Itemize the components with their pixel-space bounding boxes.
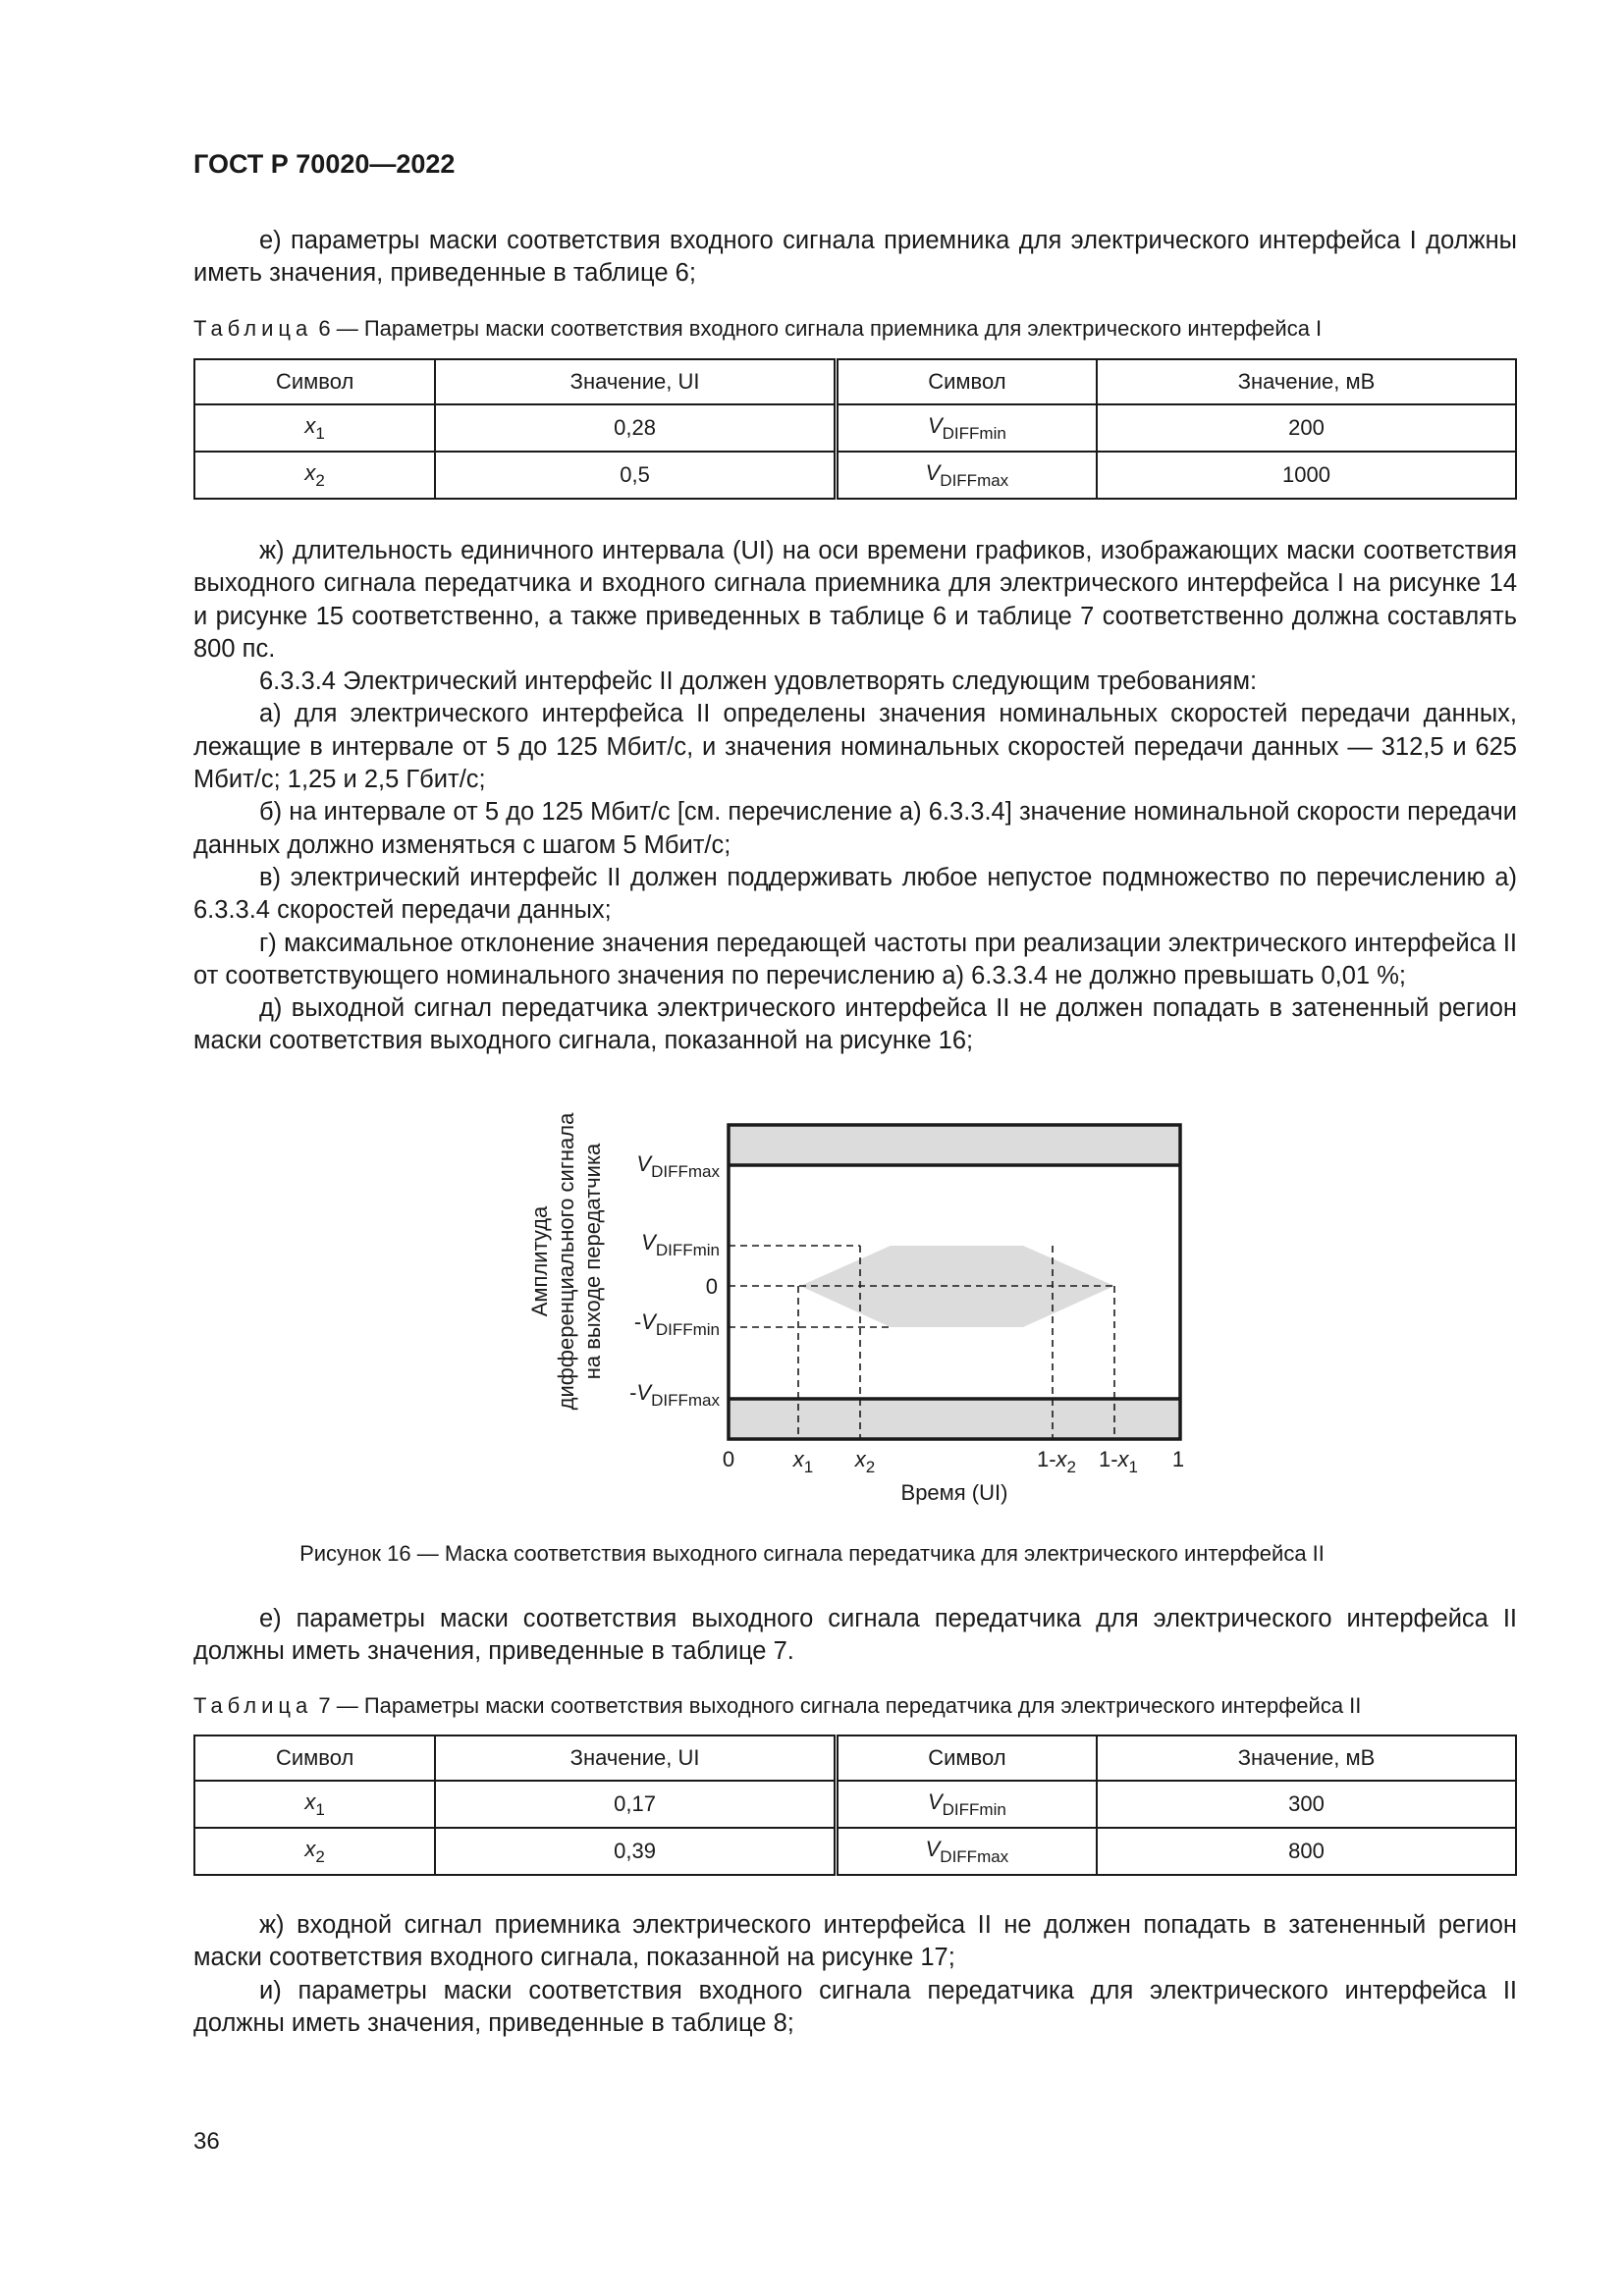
- symbol: x: [304, 459, 316, 485]
- table-row: [194, 1781, 1516, 1828]
- header-cell: Значение, мВ: [1097, 1735, 1516, 1781]
- table-7: [193, 1735, 1517, 1876]
- value-ui-cell: 0,17: [435, 1781, 836, 1828]
- caption-prefix: Таблица: [193, 1693, 313, 1718]
- symbol-subscript: DIFFmin: [942, 1799, 1006, 1819]
- symbol: x: [304, 1836, 316, 1861]
- symbol-cell: [836, 404, 1097, 452]
- table-header-row: [194, 1735, 1516, 1781]
- x-label-x2: $x_2$: [854, 1447, 876, 1476]
- x-label-1-x1: $1-x_1$: [1098, 1447, 1139, 1476]
- header-cell: Символ: [194, 1735, 435, 1781]
- symbol-cell: [194, 1781, 435, 1828]
- value-ui-cell: 0,39: [435, 1828, 836, 1875]
- y-axis-title-line: Амплитуда: [527, 1205, 552, 1317]
- symbol: x: [304, 412, 316, 438]
- table-7-caption: [193, 1693, 1529, 1719]
- body-text-mid: [193, 535, 1517, 1058]
- symbol-cell: [836, 452, 1097, 499]
- symbol: V: [927, 412, 943, 438]
- y-axis-title-line: на выходе передатчика: [580, 1143, 605, 1380]
- x-label-x1: $x_1$: [792, 1447, 814, 1476]
- y-label-vdiffmin: $V_{DIFFmin}$: [641, 1230, 720, 1259]
- paragraph-e-interface-1: [193, 225, 1517, 291]
- symbol: V: [925, 1836, 941, 1861]
- symbol-cell: [194, 1828, 435, 1875]
- figure-16-caption: Рисунок 16 — Маска соответствия выходного сигнала передатчика для электрического интерфейса II: [299, 1541, 1325, 1566]
- paragraph: г) максимальное отклонение значения передающей частоты при реализации электрического интерфейса II от соответствующего номинального значения по перечислению а) 6.3.3.4 не должно превышать 0,01 %;: [193, 929, 1517, 989]
- y-tick-labels: [629, 1151, 720, 1410]
- paragraph: 6.3.3.4 Электрический интерфейс II должен удовлетворять следующим требованиям:: [259, 667, 1258, 696]
- shaded-region-top: [729, 1125, 1180, 1165]
- symbol-subscript: 1: [315, 423, 325, 443]
- paragraph: ж) входной сигнал приемника электрического интерфейса II не должен попадать в затененный регион маски соответствия входного сигнала, показанной на рисунке 17;: [193, 1911, 1517, 1972]
- value-mv-cell: 200: [1097, 404, 1516, 452]
- table-row: [194, 1828, 1516, 1875]
- document-header: ГОСТ Р 70020—2022: [193, 149, 456, 179]
- paragraph: в) электрический интерфейс II должен поддерживать любое непустое подмножество по перечислению а) 6.3.3.4 скоростей передачи данных;: [193, 863, 1517, 925]
- caption-text: 7 — Параметры маски соответствия выходного сигнала передатчика для электрического интерфейса II: [312, 1693, 1362, 1718]
- y-label-neg-vdiffmin: $-V_{DIFFmin}$: [633, 1309, 720, 1339]
- x-label-zero: 0: [722, 1447, 735, 1471]
- paragraph: б) на интервале от 5 до 125 Мбит/с [см. перечисление а) 6.3.3.4] значение номинальной скорости передачи данных должно изменяться с шагом 5 Мбит/с;: [193, 798, 1517, 859]
- symbol-subscript: 2: [315, 1846, 325, 1866]
- body-text-end: [193, 1909, 1517, 2040]
- table-row: [194, 452, 1516, 499]
- symbol-subscript: 2: [315, 470, 325, 490]
- value-mv-cell: 1000: [1097, 452, 1516, 499]
- symbol-cell: [194, 404, 435, 452]
- y-label-vdiffmax: $V_{DIFFmax}$: [636, 1151, 720, 1181]
- header-cell: Символ: [836, 1735, 1097, 1781]
- caption-prefix: Таблица: [193, 316, 313, 341]
- header-cell: Значение, UI: [435, 359, 836, 404]
- y-label-zero: 0: [705, 1274, 718, 1299]
- caption-text: 6 — Параметры маски соответствия входного сигнала приемника для электрического интерфейса I: [312, 316, 1323, 341]
- header-cell: Значение, UI: [435, 1735, 836, 1781]
- x-axis-title: Время (UI): [900, 1480, 1008, 1505]
- y-axis-title-line: дифференциального сигнала: [554, 1112, 578, 1411]
- y-axis-title: [527, 1112, 605, 1410]
- paragraph-e-interface-2: [193, 1603, 1517, 1669]
- symbol-subscript: DIFFmax: [940, 1846, 1009, 1866]
- symbol-subscript: DIFFmin: [942, 423, 1006, 443]
- paragraph-text: е) параметры маски соответствия входного сигнала приемника для электрического интерфейса I должны иметь значения, приведенные в таблице 6;: [193, 227, 1517, 288]
- x-label-one: 1: [1171, 1447, 1185, 1471]
- y-label-neg-vdiffmax: $-V_{DIFFmax}$: [629, 1380, 720, 1410]
- page-number: 36: [193, 2128, 220, 2155]
- symbol-cell: [836, 1781, 1097, 1828]
- symbol-cell: [836, 1828, 1097, 1875]
- paragraph: д) выходной сигнал передатчика электрического интерфейса II не должен попадать в затененный регион маски соответствия выходного сигнала, показанной на рисунке 16;: [193, 994, 1517, 1055]
- paragraph: и) параметры маски соответствия входного сигнала передатчика для электрического интерфейса II должны иметь значения, приведенные в таблице 8;: [193, 1976, 1517, 2037]
- table-6: [193, 358, 1517, 500]
- paragraph: а) для электрического интерфейса II определены значения номинальных скоростей передачи данных, лежащие в интервале от 5 до 125 Мбит/с, и значения номинальных скоростей передачи данных — 312,5 и 625 Мбит/с; 1,25 и 2,5 Гбит/с;: [193, 700, 1517, 794]
- symbol: V: [925, 459, 941, 485]
- header-cell: Значение, мВ: [1097, 359, 1516, 404]
- symbol: V: [927, 1789, 943, 1814]
- x-tick-labels: [723, 1447, 1184, 1505]
- table-6-caption: [193, 316, 1529, 342]
- symbol-subscript: DIFFmax: [940, 470, 1009, 490]
- shaded-region-bottom: [729, 1399, 1180, 1439]
- value-ui-cell: 0,28: [435, 404, 836, 452]
- value-mv-cell: 800: [1097, 1828, 1516, 1875]
- symbol-cell: [194, 452, 435, 499]
- paragraph: ж) длительность единичного интервала (UI) на оси времени графиков, изображающих маски соответствия выходного сигнала передатчика и входного сигнала приемника для электрического интерфейса I на рисунке 14 и рисунке 15 соответственно, а также приведенных в таблице 6 и таблице 7 соответственно должна составлять 800 пс.: [193, 537, 1517, 663]
- value-mv-cell: 300: [1097, 1781, 1516, 1828]
- symbol-subscript: 1: [315, 1799, 325, 1819]
- symbol: x: [304, 1789, 316, 1814]
- figure-16-mask-diagram: [511, 1099, 1198, 1531]
- header-cell: Символ: [836, 359, 1097, 404]
- paragraph-text: е) параметры маски соответствия выходного сигнала передатчика для электрического интерфейса II должны иметь значения, приведенные в таблице 7.: [193, 1605, 1517, 1666]
- table-row: [194, 404, 1516, 452]
- x-label-1-x2: $1-x_2$: [1036, 1447, 1077, 1476]
- header-cell: Символ: [194, 359, 435, 404]
- value-ui-cell: 0,5: [435, 452, 836, 499]
- table-header-row: [194, 359, 1516, 404]
